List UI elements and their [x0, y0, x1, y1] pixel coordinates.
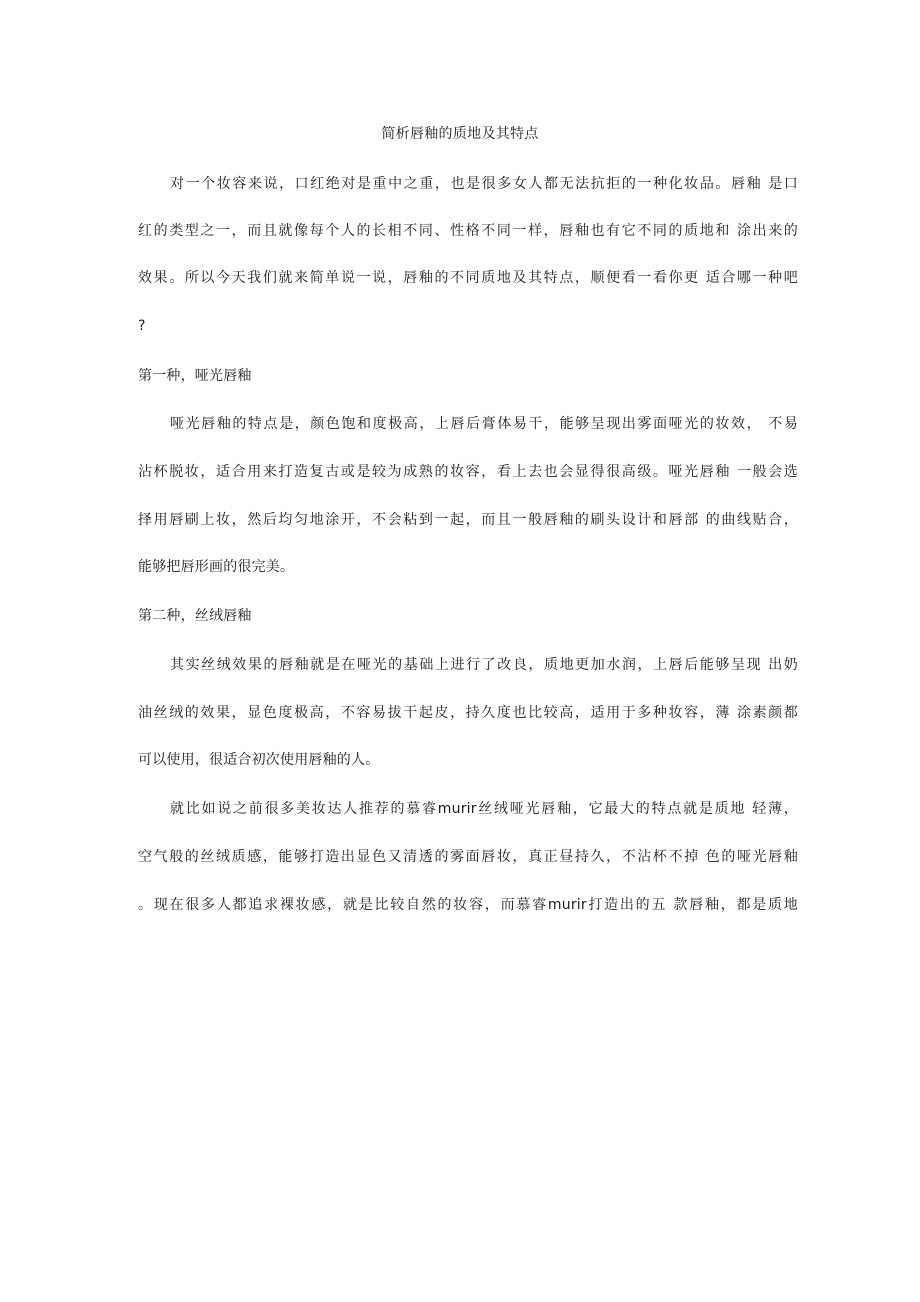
matte-line-4: 能够把唇形画的很完美。 — [138, 559, 295, 575]
intro-line-1: 对一个妆容来说，口红绝对是重中之重，也是很多女人都无法抗拒的一种化妆品。唇釉 是口 — [170, 176, 798, 192]
velvet-p2-line-1: 就比如说之前很多美妆达人推荐的慕睿murir丝绒哑光唇釉，它最大的特点就是质地 轻薄， — [170, 801, 798, 817]
velvet-p1-line-3: 可以使用，很适合初次使用唇釉的人。 — [138, 752, 380, 768]
velvet-p1-line-1: 其实丝绒效果的唇釉就是在哑光的基础上进行了改良，质地更加水润，上唇后能够呈现 出奶 — [170, 657, 798, 673]
section-heading-matte: 第一种，哑光唇釉 — [138, 368, 252, 384]
document-title: 简析唇釉的质地及其特点 — [381, 126, 539, 142]
velvet-p2-line-3: 。现在很多人都追求裸妆感，就是比较自然的妆容，而慕睿murir打造出的五 款唇釉，都是质地 — [138, 897, 798, 913]
matte-line-1: 哑光唇釉的特点是，颜色饱和度极高，上唇后膏体易干，能够呈现出雾面哑光的妆效， 不易 — [170, 416, 798, 432]
intro-line-3: 效果。所以今天我们就来简单说一说，唇釉的不同质地及其特点，顺便看一看你更 适合哪一种吧 — [138, 270, 798, 286]
matte-line-3: 择用唇刷上妆，然后均匀地涂开，不会粘到一起，而且一般唇釉的刷头设计和唇部 的曲线贴合， — [138, 512, 798, 528]
velvet-p2-line-2: 空气般的丝绒质感，能够打造出显色又清透的雾面唇妆，真正昼持久，不沾杯不掉 色的哑光唇釉 — [138, 849, 798, 865]
velvet-p1-line-2: 油丝绒的效果，显色度极高，不容易拔干起皮，持久度也比较高，适用于多种妆容，薄 涂素颜都 — [138, 705, 798, 721]
section-heading-velvet: 第二种，丝绒唇釉 — [138, 608, 252, 624]
matte-line-2: 沾杯脱妆，适合用来打造复古或是较为成熟的妆容，看上去也会显得很高级。哑光唇釉 一般会选 — [138, 464, 798, 480]
intro-line-4: ? — [138, 318, 146, 334]
intro-line-2: 红的类型之一，而且就像每个人的长相不同、性格不同一样，唇釉也有它不同的质地和 涂出来的 — [138, 223, 798, 239]
